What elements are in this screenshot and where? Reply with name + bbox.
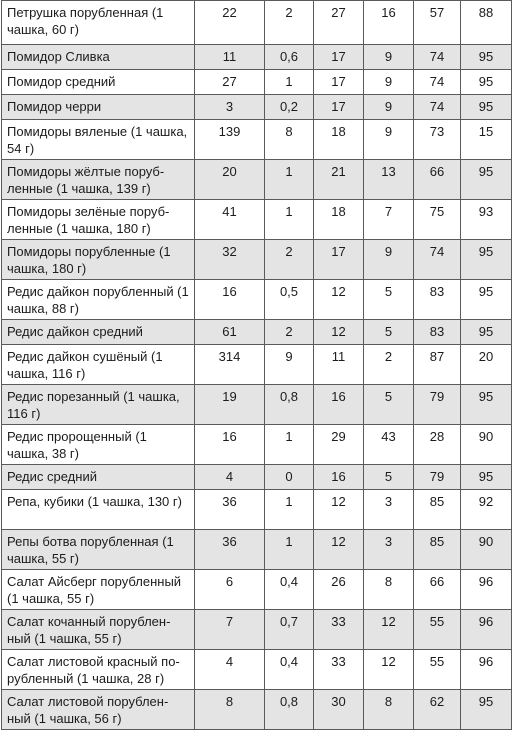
value-cell: 2 (265, 240, 314, 280)
value-cell: 8 (364, 690, 414, 730)
value-cell: 5 (364, 385, 414, 425)
value-cell: 9 (364, 45, 414, 70)
value-cell: 0,4 (265, 650, 314, 690)
value-cell: 30 (314, 690, 364, 730)
value-cell: 62 (414, 690, 461, 730)
table-row (2, 610, 512, 650)
value-cell: 74 (414, 70, 461, 95)
product-name-cell: Репы ботва порубленная (1 чашка, 55 г) (2, 530, 195, 570)
value-cell: 15 (461, 120, 512, 160)
value-cell: 16 (364, 1, 414, 45)
value-cell: 1 (265, 425, 314, 465)
table-row (2, 70, 512, 95)
value-cell: 2 (364, 345, 414, 385)
value-cell: 0 (265, 465, 314, 490)
table-row (2, 425, 512, 465)
product-name-cell: Редис дайкон сушёный (1 чашка, 116 г) (2, 345, 195, 385)
product-name-cell: Помидоры вяленые (1 чашка, 54 г) (2, 120, 195, 160)
value-cell: 27 (314, 1, 364, 45)
value-cell: 18 (314, 120, 364, 160)
value-cell: 96 (461, 570, 512, 610)
value-cell: 9 (364, 240, 414, 280)
table-row (2, 570, 512, 610)
value-cell: 1 (265, 160, 314, 200)
table-row (2, 160, 512, 200)
value-cell: 18 (314, 200, 364, 240)
value-cell: 5 (364, 320, 414, 345)
product-name-cell: Салат листовой красный по-рубленный (1 чашка, 28 г) (2, 650, 195, 690)
value-cell: 32 (195, 240, 265, 280)
value-cell: 66 (414, 570, 461, 610)
product-name-cell: Редис дайкон порубленный (1 чашка, 88 г) (2, 280, 195, 320)
value-cell: 95 (461, 320, 512, 345)
value-cell: 12 (314, 320, 364, 345)
value-cell: 26 (314, 570, 364, 610)
value-cell: 74 (414, 45, 461, 70)
value-cell: 0,7 (265, 610, 314, 650)
product-name-cell: Петрушка порубленная (1 чашка, 60 г) (2, 1, 195, 45)
value-cell: 8 (364, 570, 414, 610)
value-cell: 74 (414, 95, 461, 120)
value-cell: 4 (195, 650, 265, 690)
value-cell: 7 (364, 200, 414, 240)
value-cell: 9 (364, 70, 414, 95)
table-row (2, 345, 512, 385)
value-cell: 5 (364, 465, 414, 490)
value-cell: 96 (461, 650, 512, 690)
value-cell: 11 (314, 345, 364, 385)
value-cell: 0,2 (265, 95, 314, 120)
table-row (2, 120, 512, 160)
value-cell: 36 (195, 490, 265, 530)
value-cell: 11 (195, 45, 265, 70)
value-cell: 79 (414, 465, 461, 490)
value-cell: 87 (414, 345, 461, 385)
table-row (2, 200, 512, 240)
value-cell: 2 (265, 320, 314, 345)
value-cell: 95 (461, 95, 512, 120)
value-cell: 95 (461, 45, 512, 70)
value-cell: 92 (461, 490, 512, 530)
value-cell: 17 (314, 95, 364, 120)
value-cell: 27 (195, 70, 265, 95)
value-cell: 139 (195, 120, 265, 160)
value-cell: 96 (461, 610, 512, 650)
product-name-cell: Редис средний (2, 465, 195, 490)
value-cell: 95 (461, 240, 512, 280)
value-cell: 95 (461, 690, 512, 730)
value-cell: 73 (414, 120, 461, 160)
value-cell: 7 (195, 610, 265, 650)
value-cell: 13 (364, 160, 414, 200)
table-row (2, 240, 512, 280)
value-cell: 88 (461, 1, 512, 45)
value-cell: 28 (414, 425, 461, 465)
product-name-cell: Помидоры зелёные поруб-ленные (1 чашка, 180 г) (2, 200, 195, 240)
value-cell: 20 (195, 160, 265, 200)
value-cell: 0,8 (265, 385, 314, 425)
value-cell: 3 (195, 95, 265, 120)
value-cell: 12 (364, 610, 414, 650)
table-row (2, 1, 512, 45)
value-cell: 83 (414, 320, 461, 345)
value-cell: 90 (461, 425, 512, 465)
value-cell: 4 (195, 465, 265, 490)
product-name-cell: Редис дайкон средний (2, 320, 195, 345)
value-cell: 33 (314, 610, 364, 650)
value-cell: 1 (265, 200, 314, 240)
value-cell: 21 (314, 160, 364, 200)
value-cell: 17 (314, 240, 364, 280)
value-cell: 12 (314, 530, 364, 570)
value-cell: 95 (461, 385, 512, 425)
table-row (2, 690, 512, 730)
value-cell: 33 (314, 650, 364, 690)
value-cell: 6 (195, 570, 265, 610)
value-cell: 85 (414, 490, 461, 530)
product-name-cell: Редис пророщенный (1 чашка, 38 г) (2, 425, 195, 465)
value-cell: 55 (414, 650, 461, 690)
product-name-cell: Салат листовой порублен-ный (1 чашка, 56 г) (2, 690, 195, 730)
value-cell: 19 (195, 385, 265, 425)
table-row (2, 320, 512, 345)
table-body (2, 1, 512, 730)
value-cell: 57 (414, 1, 461, 45)
value-cell: 5 (364, 280, 414, 320)
value-cell: 0,4 (265, 570, 314, 610)
value-cell: 36 (195, 530, 265, 570)
product-name-cell: Репа, кубики (1 чашка, 130 г) (2, 490, 195, 530)
value-cell: 12 (314, 490, 364, 530)
table-row (2, 95, 512, 120)
value-cell: 0,8 (265, 690, 314, 730)
value-cell: 22 (195, 1, 265, 45)
product-name-cell: Редис порезанный (1 чашка, 116 г) (2, 385, 195, 425)
value-cell: 61 (195, 320, 265, 345)
value-cell: 9 (364, 120, 414, 160)
value-cell: 0,5 (265, 280, 314, 320)
table-row (2, 490, 512, 530)
value-cell: 16 (195, 425, 265, 465)
value-cell: 90 (461, 530, 512, 570)
product-name-cell: Помидоры порубленные (1 чашка, 180 г) (2, 240, 195, 280)
value-cell: 17 (314, 45, 364, 70)
value-cell: 66 (414, 160, 461, 200)
table-row (2, 465, 512, 490)
value-cell: 17 (314, 70, 364, 95)
value-cell: 1 (265, 530, 314, 570)
value-cell: 95 (461, 280, 512, 320)
value-cell: 29 (314, 425, 364, 465)
value-cell: 3 (364, 530, 414, 570)
value-cell: 9 (265, 345, 314, 385)
value-cell: 314 (195, 345, 265, 385)
value-cell: 16 (314, 385, 364, 425)
product-name-cell: Помидор средний (2, 70, 195, 95)
value-cell: 93 (461, 200, 512, 240)
value-cell: 8 (195, 690, 265, 730)
value-cell: 55 (414, 610, 461, 650)
value-cell: 2 (265, 1, 314, 45)
value-cell: 0,6 (265, 45, 314, 70)
value-cell: 16 (195, 280, 265, 320)
value-cell: 9 (364, 95, 414, 120)
nutrition-table (1, 0, 512, 730)
value-cell: 16 (314, 465, 364, 490)
table-row (2, 385, 512, 425)
value-cell: 8 (265, 120, 314, 160)
value-cell: 43 (364, 425, 414, 465)
table-row (2, 650, 512, 690)
table-row (2, 45, 512, 70)
value-cell: 95 (461, 160, 512, 200)
product-name-cell: Помидор Сливка (2, 45, 195, 70)
table-row (2, 280, 512, 320)
value-cell: 75 (414, 200, 461, 240)
value-cell: 95 (461, 465, 512, 490)
product-name-cell: Помидоры жёлтые поруб-ленные (1 чашка, 139 г) (2, 160, 195, 200)
product-name-cell: Салат Айсберг порубленный (1 чашка, 55 г) (2, 570, 195, 610)
value-cell: 20 (461, 345, 512, 385)
value-cell: 74 (414, 240, 461, 280)
product-name-cell: Салат кочанный порублен-ный (1 чашка, 55 г) (2, 610, 195, 650)
value-cell: 95 (461, 70, 512, 95)
value-cell: 12 (364, 650, 414, 690)
product-name-cell: Помидор черри (2, 95, 195, 120)
table-row (2, 530, 512, 570)
value-cell: 41 (195, 200, 265, 240)
value-cell: 3 (364, 490, 414, 530)
value-cell: 1 (265, 70, 314, 95)
value-cell: 1 (265, 490, 314, 530)
value-cell: 85 (414, 530, 461, 570)
value-cell: 83 (414, 280, 461, 320)
value-cell: 12 (314, 280, 364, 320)
value-cell: 79 (414, 385, 461, 425)
